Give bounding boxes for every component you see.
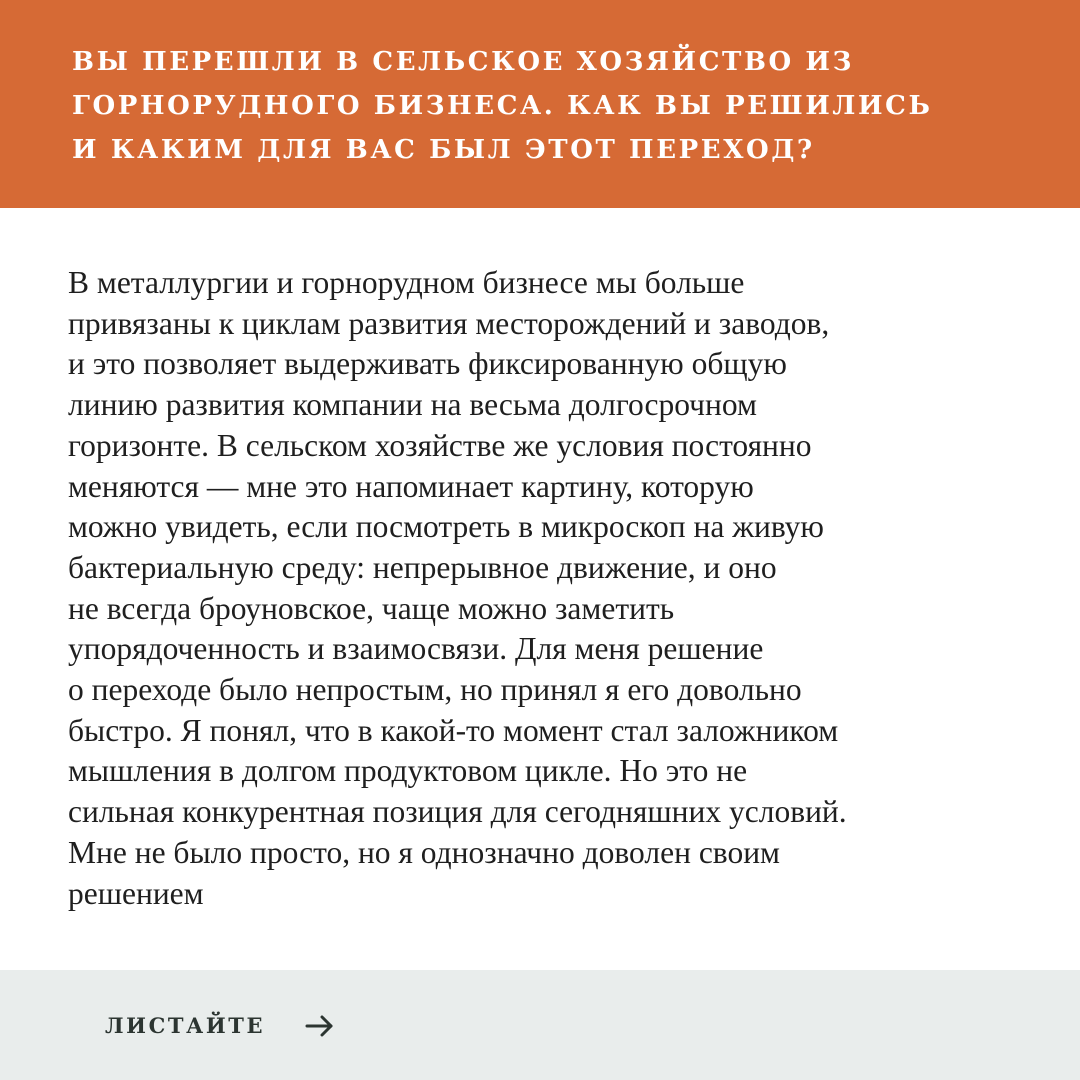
answer-line: можно увидеть, если посмотреть в микроскоп на живую	[68, 509, 824, 545]
answer-line: бактериальную среду: непрерывное движение, и оно	[68, 549, 777, 585]
answer-line: меняются — мне это напоминает картину, которую	[68, 468, 754, 504]
question-line: И КАКИМ ДЛЯ ВАС БЫЛ ЭТОТ ПЕРЕХОД?	[72, 135, 815, 165]
answer-line: мышления в долгом продуктовом цикле. Но это не	[68, 753, 748, 789]
answer-line: не всегда броуновское, чаще можно заметить	[68, 590, 675, 626]
answer-line: линию развития компании на весьма долгосрочном	[68, 387, 757, 423]
swipe-label: ЛИСТАЙТЕ	[105, 1013, 266, 1038]
answer-line: решением	[68, 875, 204, 911]
answer-line: о переходе было непростым, но принял я его довольно	[68, 672, 802, 708]
answer-line: и это позволяет выдерживать фиксированную общую	[68, 346, 787, 382]
answer-line: горизонте. В сельском хозяйстве же условия постоянно	[68, 427, 812, 463]
question-line: ГОРНОРУДНОГО БИЗНЕСА. КАК ВЫ РЕШИЛИСЬ	[72, 91, 933, 121]
question-line: ВЫ ПЕРЕШЛИ В СЕЛЬСКОЕ ХОЗЯЙСТВО ИЗ	[72, 47, 854, 77]
answer-line: сильная конкурентная позиция для сегодняшних условий.	[68, 794, 847, 830]
answer-line: быстро. Я понял, что в какой-то момент стал заложником	[68, 712, 839, 748]
answer-line: привязаны к циклам развития месторождений и заводов,	[68, 305, 830, 341]
answer-line: В металлургии и горнорудном бизнесе мы больше	[68, 265, 745, 300]
answer-text	[68, 263, 1058, 914]
answer-line: упорядоченность и взаимосвязи. Для меня решение	[68, 631, 764, 667]
question-header	[0, 0, 1080, 208]
answer-line: Мне не было просто, но я однозначно доволен своим	[68, 834, 780, 870]
arrow-right-icon	[305, 1014, 335, 1038]
swipe-next-button[interactable]	[105, 1009, 335, 1043]
